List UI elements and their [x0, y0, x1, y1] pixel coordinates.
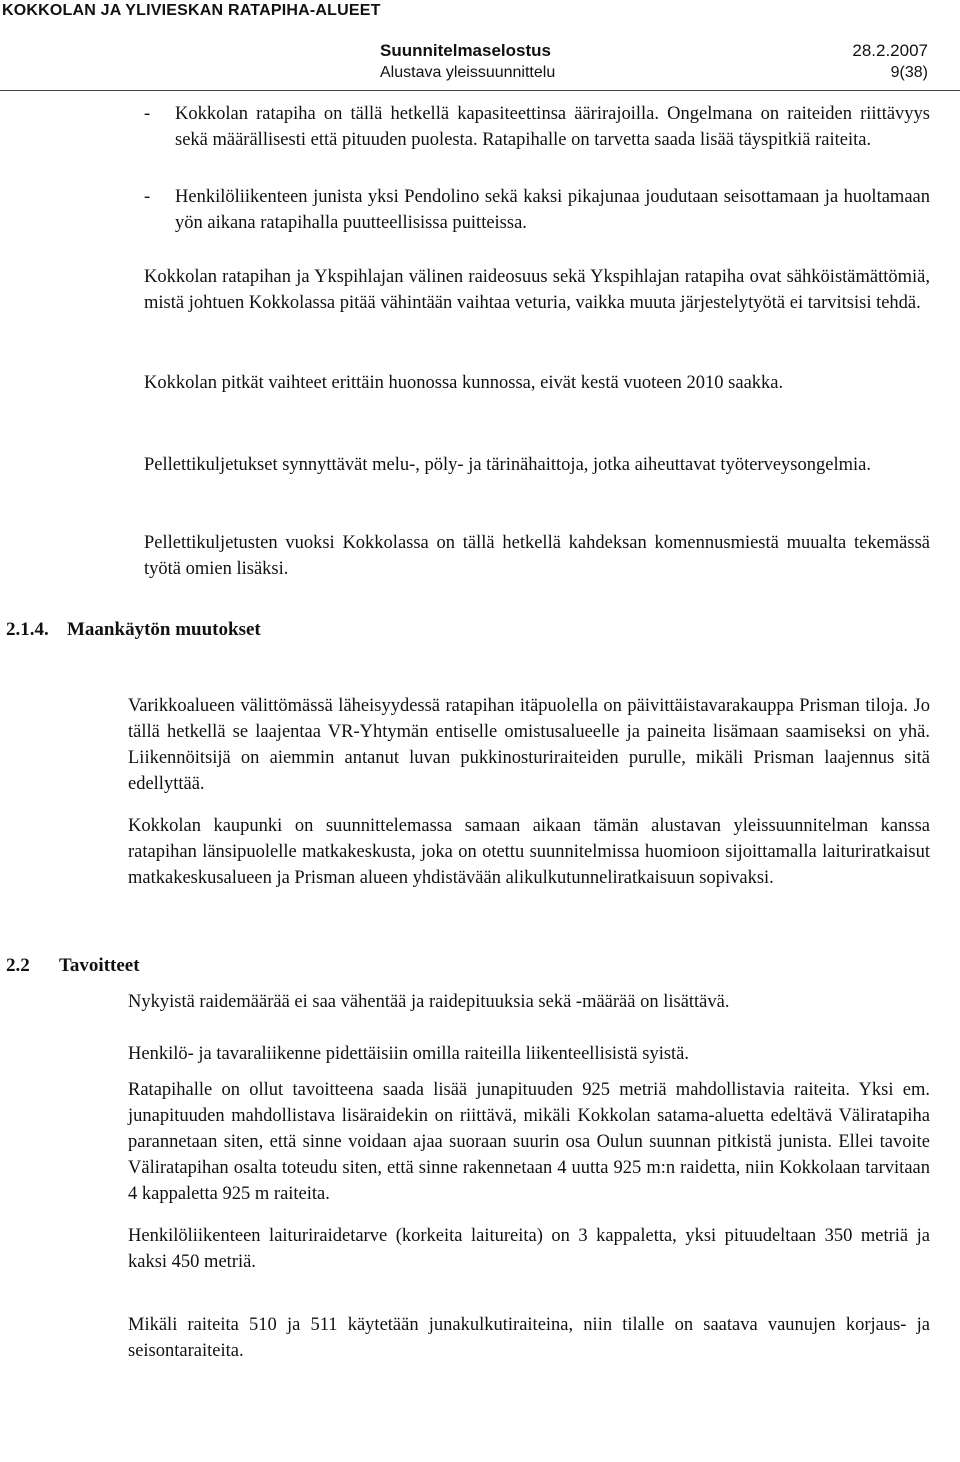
section-title: Tavoitteet: [59, 955, 140, 976]
paragraph: Henkilöliikenteen laituriraidetarve (korkeita laitureita) on 3 kappaletta, yksi pituudeltaan 350 metriä ja kaksi 450 metriä.: [128, 1226, 930, 1272]
header-divider: [0, 90, 960, 91]
bullet-item: [144, 184, 930, 236]
bullet-dash: -: [144, 104, 151, 124]
header-document-title: Suunnitelmaselostus: [380, 41, 551, 60]
header-page-number: 9(38): [890, 64, 928, 81]
paragraph: Ratapihalle on ollut tavoitteena saada lisää junapituuden 925 metriä mahdollistavia raiteita. Yksi em. junapituuden mahdollistava lisäraidekin on riittävä, mikäli Kokkolan satama-aluetta edeltävä Väliratapiha parannetaan siten, että sinne voidaan ajaa suoraan suurin osa Oulun suunnan pitkistä junista. Ellei tavoite Väliratapihan osalta toteudu siten, että sinne rakennetaan 4 uutta 925 m:n raidetta, niin Kokkolaan tarvitaan 4 kappaletta 925 m raiteita.: [128, 1080, 930, 1204]
section-number: 2.2: [6, 955, 30, 976]
paragraph: Mikäli raiteita 510 ja 511 käytetään junakulkutiraiteina, niin tilalle on saatava vaunujen korjaus- ja seisontaraiteita.: [128, 1315, 930, 1361]
bullet-text: Henkilöliikenteen junista yksi Pendolino sekä kaksi pikajunaa joudutaan seisottamaan ja huoltamaan yön aikana ratapihalla puutteellisissa puitteissa.: [175, 187, 930, 233]
header-organization: KOKKOLAN JA YLIVIESKAN RATAPIHA-ALUEET: [2, 2, 381, 19]
paragraph: Kokkolan kaupunki on suunnittelemassa samaan aikaan tämän alustavan yleissuunnitelman kanssa ratapihan länsipuolelle matkakeskusta, joka on otettu suunnitelmissa huomioon sijoittamalla laituriratkaisut matkakeskusalueen ja Prisman alueen yhdistävään alikulkutunneliratkaisuun sopivaksi.: [128, 816, 930, 888]
header-subtitle: Alustava yleissuunnittelu: [380, 64, 556, 81]
paragraph: Kokkolan pitkät vaihteet erittäin huonossa kunnossa, eivät kestä vuoteen 2010 saakka.: [144, 373, 784, 393]
section-title: Maankäytön muutokset: [67, 619, 261, 640]
header-date: 28.2.2007: [852, 41, 928, 60]
section-number: 2.1.4.: [6, 619, 49, 640]
paragraph: Kokkolan ratapihan ja Ykspihlajan välinen raideosuus sekä Ykspihlajan ratapiha ovat sähköistämättömiä, mistä johtuen Kokkolassa pitää vähintään vaihtaa veturia, vaikka muuta järjestelytyötä ei tarvitsisi tehdä.: [144, 267, 930, 313]
bullet-text: Kokkolan ratapiha on tällä hetkellä kapasiteettinsa äärirajoilla. Ongelmana on raiteiden riittävyys sekä määrällisesti että pituuden puolesta. Ratapihalle on tarvetta saada lisää täyspitkiä raiteita.: [175, 104, 930, 150]
section-heading-2-2: [6, 953, 140, 979]
paragraph: Pellettikuljetusten vuoksi Kokkolassa on tällä hetkellä kahdeksan komennusmiestä muualta tekemässä työtä omien lisäksi.: [144, 533, 930, 579]
bullet-item: [144, 101, 930, 153]
paragraph: Henkilö- ja tavaraliikenne pidettäisiin omilla raiteilla liikenteellisistä syistä.: [128, 1044, 690, 1064]
paragraph: Nykyistä raidemäärää ei saa vähentää ja raidepituuksia sekä -määrää on lisättävä.: [128, 992, 730, 1012]
bullet-dash: -: [144, 187, 151, 207]
paragraph: Pellettikuljetukset synnyttävät melu-, pöly- ja tärinähaittoja, jotka aiheuttavat työterveysongelmia.: [144, 455, 871, 475]
paragraph: Varikkoalueen välittömässä läheisyydessä ratapihan itäpuolella on päivittäistavarakauppa Prisman tiloja. Jo tällä hetkellä se laajentaa VR-Yhtymän entiselle omistusalueelle ja paineita lisämaan saamiseksi on yhä. Liikennöitsijä on aiemmin antanut luvan pukkinosturiraiteiden purulle, mikäli Prisman laajennus sitä edellyttää.: [128, 696, 930, 794]
section-heading-2-1-4: [6, 617, 261, 643]
